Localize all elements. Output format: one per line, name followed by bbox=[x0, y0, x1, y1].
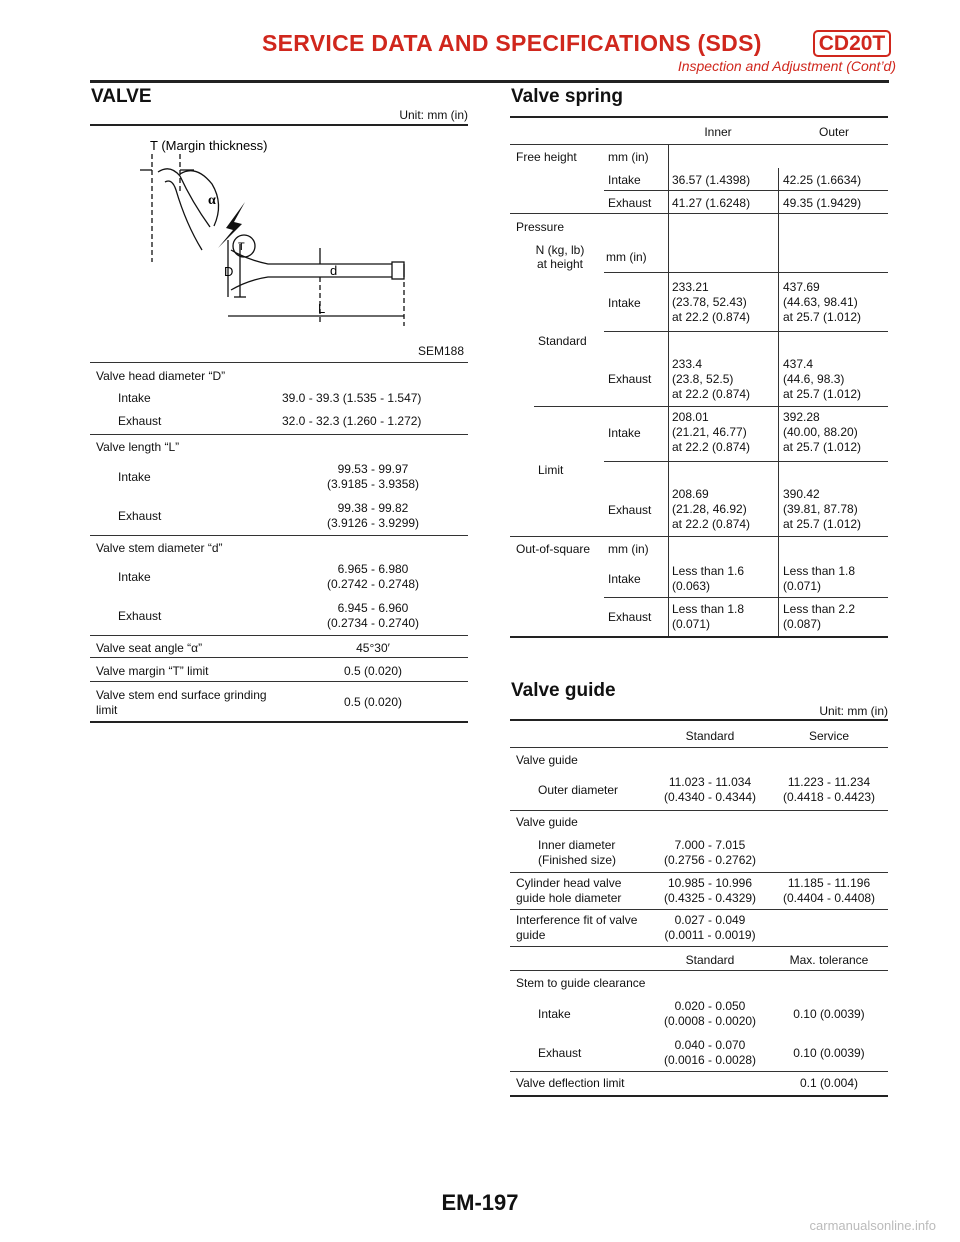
rule bbox=[90, 657, 468, 658]
oos-exhaust-outer-1: Less than 2.2 bbox=[783, 602, 856, 616]
length-label: Valve length “L” bbox=[96, 440, 180, 454]
engine-model-badge: CD20T bbox=[813, 30, 891, 57]
stem-intake-value-in: (0.2742 - 0.2748) bbox=[326, 577, 420, 591]
rule bbox=[510, 1071, 888, 1072]
clearance-exhaust-std-1: 0.040 - 0.070 bbox=[674, 1038, 746, 1052]
diagram-margin-label: T (Margin thickness) bbox=[150, 138, 268, 153]
guide-outer-svc-1: 11.223 - 11.234 bbox=[787, 775, 871, 789]
std-intake-inner-1: 233.21 bbox=[672, 280, 709, 294]
std-exhaust-inner-2: (23.8, 52.5) bbox=[672, 372, 734, 386]
length-exhaust-label: Exhaust bbox=[118, 509, 162, 523]
rule bbox=[534, 406, 888, 407]
rule bbox=[510, 1095, 888, 1097]
watermark-site: carmanualsonline.info bbox=[809, 1218, 936, 1233]
clearance-intake-max: 0.10 (0.0039) bbox=[793, 1007, 865, 1021]
oos-intake-inner-1: Less than 1.6 bbox=[672, 564, 745, 578]
lim-intake-outer-3: at 25.7 (1.012) bbox=[783, 440, 862, 454]
diagram-code: SEM188 bbox=[417, 344, 464, 358]
rule bbox=[510, 970, 888, 971]
rule bbox=[510, 213, 888, 214]
margin-limit-label: Valve margin “T” limit bbox=[96, 664, 209, 678]
guide-inner-std-2: (0.2756 - 0.2762) bbox=[663, 853, 757, 867]
guide-title: Valve guide bbox=[511, 680, 616, 701]
rule bbox=[90, 535, 468, 536]
length-intake-value: 99.53 - 99.97 bbox=[337, 462, 409, 476]
deflection-label: Valve deflection limit bbox=[516, 1076, 625, 1090]
page-title: SERVICE DATA AND SPECIFICATIONS (SDS) bbox=[262, 30, 762, 56]
diagram-l-label: L bbox=[318, 301, 326, 316]
free-height-exhaust-label: Exhaust bbox=[608, 196, 652, 210]
lim-exhaust-inner-2: (21.28, 46.92) bbox=[672, 502, 747, 516]
grinding-limit-label-2: limit bbox=[96, 703, 118, 717]
guide-unit: Unit: mm (in) bbox=[819, 704, 888, 718]
guide-outer-label: Valve guide bbox=[516, 753, 578, 767]
out-of-square-unit: mm (in) bbox=[608, 542, 649, 556]
std-exhaust-inner-1: 233.4 bbox=[672, 357, 703, 371]
rule bbox=[668, 168, 669, 636]
rule bbox=[90, 434, 468, 435]
rule bbox=[510, 636, 888, 638]
oos-intake-outer-2: (0.071) bbox=[783, 579, 822, 593]
diagram-d-big-label: D bbox=[224, 264, 234, 279]
oos-intake-label: Intake bbox=[608, 572, 641, 586]
lim-exhaust-outer-1: 390.42 bbox=[783, 487, 820, 501]
head-diameter-label: Valve head diameter “D” bbox=[96, 369, 226, 383]
std-exhaust-inner-3: at 22.2 (0.874) bbox=[672, 387, 751, 401]
pressure-unit: mm (in) bbox=[606, 250, 647, 264]
lim-exhaust-inner-1: 208.69 bbox=[672, 487, 709, 501]
head-diameter-intake-value: 39.0 - 39.3 (1.535 - 1.547) bbox=[282, 391, 422, 405]
page-number: EM-197 bbox=[441, 1190, 519, 1215]
guide-hole-svc-1: 11.185 - 11.196 bbox=[787, 876, 871, 890]
guide-col-service: Service bbox=[808, 729, 849, 743]
guide-inner-sub: Inner diameter bbox=[538, 838, 616, 852]
rule bbox=[90, 721, 468, 723]
seat-angle-value: 45°30′ bbox=[356, 641, 390, 655]
rule bbox=[604, 597, 888, 598]
std-intake-outer-3: at 25.7 (1.012) bbox=[783, 310, 862, 324]
guide-interference-label-2: guide bbox=[516, 928, 546, 942]
valve-unit: Unit: mm (in) bbox=[399, 108, 468, 122]
guide-hole-svc-2: (0.4404 - 0.4408) bbox=[782, 891, 876, 905]
rule bbox=[510, 747, 888, 748]
lim-intake-outer-2: (40.00, 88.20) bbox=[783, 425, 858, 439]
diagram-d-small-label: d bbox=[330, 263, 338, 278]
page-subtitle: Inspection and Adjustment (Cont’d) bbox=[677, 58, 896, 74]
rule bbox=[90, 362, 468, 363]
guide-col-standard-2: Standard bbox=[685, 953, 735, 967]
free-height-exhaust-inner: 41.27 (1.6248) bbox=[672, 196, 751, 210]
length-intake-value-in: (3.9185 - 3.9358) bbox=[326, 477, 420, 491]
length-exhaust-value: 99.38 - 99.82 bbox=[337, 501, 409, 515]
lim-intake-inner-3: at 22.2 (0.874) bbox=[672, 440, 751, 454]
guide-hole-std-2: (0.4325 - 0.4329) bbox=[663, 891, 757, 905]
clearance-exhaust-std-2: (0.0016 - 0.0028) bbox=[663, 1053, 757, 1067]
head-diameter-exhaust-value: 32.0 - 32.3 (1.260 - 1.272) bbox=[282, 414, 422, 428]
oos-intake-outer-1: Less than 1.8 bbox=[783, 564, 856, 578]
lim-exhaust-inner-3: at 22.2 (0.874) bbox=[672, 517, 751, 531]
out-of-square-label: Out-of-square bbox=[516, 542, 591, 556]
free-height-intake-outer: 42.25 (1.6634) bbox=[783, 173, 862, 187]
lim-intake-inner-1: 208.01 bbox=[672, 410, 709, 424]
spring-col-inner: Inner bbox=[704, 125, 732, 139]
rule bbox=[604, 190, 888, 191]
std-intake-outer-1: 437.69 bbox=[783, 280, 820, 294]
std-exhaust-outer-2: (44.6, 98.3) bbox=[783, 372, 845, 386]
lim-exhaust-label: Exhaust bbox=[608, 503, 652, 517]
deflection-value: 0.1 (0.004) bbox=[799, 1076, 859, 1090]
guide-interference-label: Interference fit of valve bbox=[516, 913, 638, 927]
rule bbox=[604, 272, 888, 273]
lim-exhaust-outer-2: (39.81, 87.78) bbox=[783, 502, 858, 516]
guide-interference-std-1: 0.027 - 0.049 bbox=[674, 913, 746, 927]
clearance-exhaust-label: Exhaust bbox=[538, 1046, 582, 1060]
oos-exhaust-inner-1: Less than 1.8 bbox=[672, 602, 745, 616]
free-height-unit: mm (in) bbox=[608, 150, 649, 164]
pressure-nlabel-2: at height bbox=[536, 257, 584, 271]
free-height-exhaust-outer: 49.35 (1.9429) bbox=[783, 196, 862, 210]
guide-inner-std-1: 7.000 - 7.015 bbox=[674, 838, 746, 852]
guide-outer-sub: Outer diameter bbox=[538, 783, 619, 797]
oos-exhaust-inner-2: (0.071) bbox=[672, 617, 711, 631]
pressure-label: Pressure bbox=[516, 220, 565, 234]
grinding-limit-label: Valve stem end surface grinding bbox=[96, 688, 267, 702]
grinding-limit-value: 0.5 (0.020) bbox=[343, 695, 403, 709]
clearance-label: Stem to guide clearance bbox=[516, 976, 646, 990]
rule bbox=[604, 331, 888, 332]
head-diameter-intake-label: Intake bbox=[118, 391, 151, 405]
rule bbox=[604, 461, 888, 462]
pressure-nlabel: N (kg, lb) bbox=[535, 243, 585, 257]
rule bbox=[90, 635, 468, 636]
rule bbox=[510, 536, 888, 537]
std-exhaust-outer-3: at 25.7 (1.012) bbox=[783, 387, 862, 401]
oos-intake-inner-2: (0.063) bbox=[672, 579, 711, 593]
seat-angle-label: Valve seat angle “α” bbox=[96, 641, 203, 655]
pressure-standard-label: Standard bbox=[538, 334, 587, 348]
stem-intake-label: Intake bbox=[118, 570, 151, 584]
free-height-label: Free height bbox=[516, 150, 577, 164]
std-exhaust-outer-1: 437.4 bbox=[783, 357, 814, 371]
guide-col-max: Max. tolerance bbox=[789, 953, 869, 967]
stem-exhaust-label: Exhaust bbox=[118, 609, 162, 623]
length-intake-label: Intake bbox=[118, 470, 151, 484]
spring-col-outer: Outer bbox=[818, 125, 849, 139]
std-intake-label: Intake bbox=[608, 296, 641, 310]
stem-exhaust-value: 6.945 - 6.960 bbox=[337, 601, 409, 615]
rule bbox=[510, 144, 888, 145]
guide-hole-std-1: 10.985 - 10.996 bbox=[667, 876, 753, 890]
stem-intake-value: 6.965 - 6.980 bbox=[337, 562, 409, 576]
lim-intake-outer-1: 392.28 bbox=[783, 410, 820, 424]
guide-hole-label-2: guide hole diameter bbox=[516, 891, 622, 905]
head-diameter-exhaust-label: Exhaust bbox=[118, 414, 162, 428]
diagram-alpha-label: α bbox=[208, 193, 216, 208]
valve-title: VALVE bbox=[91, 86, 152, 107]
guide-interference-std-2: (0.0011 - 0.0019) bbox=[664, 928, 756, 942]
page-header bbox=[0, 0, 960, 82]
oos-exhaust-label: Exhaust bbox=[608, 610, 652, 624]
rule bbox=[510, 116, 888, 118]
std-intake-inner-2: (23.78, 52.43) bbox=[672, 295, 747, 309]
rule bbox=[90, 681, 468, 682]
valve-diagram bbox=[130, 132, 460, 332]
guide-col-standard: Standard bbox=[685, 729, 735, 743]
stem-exhaust-value-in: (0.2734 - 0.2740) bbox=[326, 616, 420, 630]
margin-limit-value: 0.5 (0.020) bbox=[343, 664, 403, 678]
rule bbox=[778, 168, 779, 636]
std-intake-outer-2: (44.63, 98.41) bbox=[783, 295, 858, 309]
oos-exhaust-outer-2: (0.087) bbox=[783, 617, 822, 631]
spring-title: Valve spring bbox=[511, 86, 623, 107]
clearance-intake-label: Intake bbox=[538, 1007, 571, 1021]
clearance-intake-std-2: (0.0008 - 0.0020) bbox=[663, 1014, 757, 1028]
length-exhaust-value-in: (3.9126 - 3.9299) bbox=[326, 516, 420, 530]
free-height-intake-inner: 36.57 (1.4398) bbox=[672, 173, 751, 187]
rule bbox=[510, 946, 888, 947]
rule bbox=[510, 872, 888, 873]
free-height-intake-label: Intake bbox=[608, 173, 641, 187]
rule bbox=[510, 810, 888, 811]
lim-intake-inner-2: (21.21, 46.77) bbox=[672, 425, 747, 439]
lim-intake-label: Intake bbox=[608, 426, 641, 440]
std-intake-inner-3: at 22.2 (0.874) bbox=[672, 310, 751, 324]
std-exhaust-label: Exhaust bbox=[608, 372, 652, 386]
rule bbox=[510, 719, 888, 721]
stem-diameter-label: Valve stem diameter “d” bbox=[96, 541, 223, 555]
guide-outer-svc-2: (0.4418 - 0.4423) bbox=[782, 790, 876, 804]
lim-exhaust-outer-3: at 25.7 (1.012) bbox=[783, 517, 862, 531]
guide-outer-std-1: 11.023 - 11.034 bbox=[668, 775, 752, 789]
rule bbox=[668, 144, 669, 168]
rule bbox=[510, 909, 888, 910]
rule bbox=[90, 124, 468, 126]
guide-outer-std-2: (0.4340 - 0.4344) bbox=[663, 790, 757, 804]
header-rule bbox=[90, 80, 889, 83]
clearance-intake-std-1: 0.020 - 0.050 bbox=[674, 999, 746, 1013]
pressure-limit-label: Limit bbox=[538, 463, 564, 477]
clearance-exhaust-max: 0.10 (0.0039) bbox=[793, 1046, 865, 1060]
guide-inner-sub-2: (Finished size) bbox=[538, 853, 617, 867]
diagram-t-label: T bbox=[238, 241, 245, 253]
guide-inner-label: Valve guide bbox=[516, 815, 578, 829]
guide-hole-label: Cylinder head valve bbox=[516, 876, 622, 890]
